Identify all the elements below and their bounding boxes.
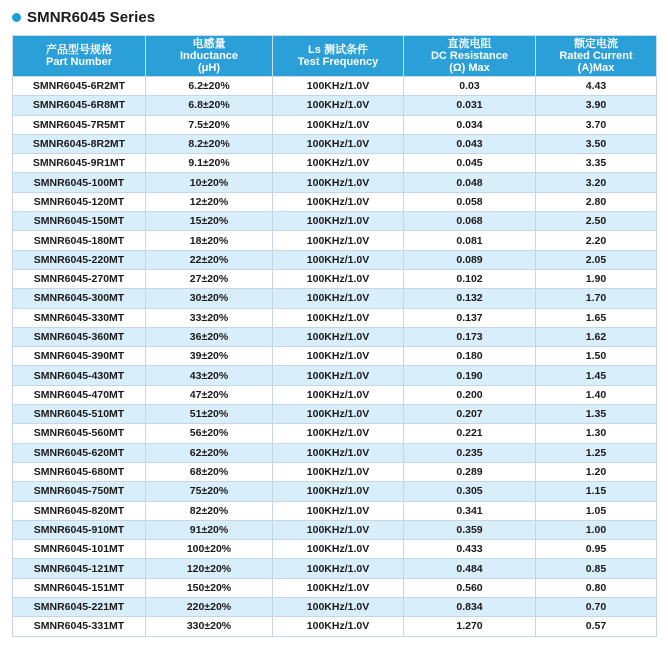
table-row (13, 134, 657, 153)
test-frequency-cell: 100KHz/1.0V (273, 443, 404, 462)
dc-resistance-cell: 0.289 (404, 462, 536, 481)
inductance-cell: 150±20% (146, 578, 273, 597)
inductance-cell: 75±20% (146, 482, 273, 501)
part-number-cell: SMNR6045-151MT (13, 578, 146, 597)
inductance-cell: 6.2±20% (146, 77, 273, 96)
dc-resistance-cell: 0.305 (404, 482, 536, 501)
dc-resistance-cell: 0.132 (404, 289, 536, 308)
header-rated-current-line: (A)Max (577, 62, 615, 74)
rated-current-cell: 0.57 (536, 617, 657, 636)
test-frequency-cell: 100KHz/1.0V (273, 385, 404, 404)
rated-current-cell: 1.05 (536, 501, 657, 520)
rated-current-cell: 4.43 (536, 77, 657, 96)
inductance-cell: 36±20% (146, 327, 273, 346)
inductance-cell: 10±20% (146, 173, 273, 192)
part-number-cell: SMNR6045-6R2MT (13, 77, 146, 96)
dc-resistance-cell: 0.190 (404, 366, 536, 385)
rated-current-cell: 2.20 (536, 231, 657, 250)
part-number-cell: SMNR6045-150MT (13, 212, 146, 231)
test-frequency-cell: 100KHz/1.0V (273, 250, 404, 269)
rated-current-cell: 0.80 (536, 578, 657, 597)
part-number-cell: SMNR6045-560MT (13, 424, 146, 443)
header-inductance-line: 电感量 (192, 38, 226, 50)
inductance-cell: 6.8±20% (146, 96, 273, 115)
inductance-cell: 30±20% (146, 289, 273, 308)
test-frequency-cell: 100KHz/1.0V (273, 173, 404, 192)
dc-resistance-cell: 0.235 (404, 443, 536, 462)
rated-current-cell: 1.30 (536, 424, 657, 443)
spec-table-body (13, 77, 657, 637)
test-frequency-cell: 100KHz/1.0V (273, 501, 404, 520)
test-frequency-cell: 100KHz/1.0V (273, 96, 404, 115)
test-frequency-cell: 100KHz/1.0V (273, 405, 404, 424)
rated-current-cell: 0.70 (536, 598, 657, 617)
inductance-cell: 7.5±20% (146, 115, 273, 134)
inductance-cell: 56±20% (146, 424, 273, 443)
dc-resistance-cell: 0.341 (404, 501, 536, 520)
header-dc-resistance-line: 直流电阻 (447, 38, 492, 50)
header-part-number (13, 36, 146, 77)
part-number-cell: SMNR6045-820MT (13, 501, 146, 520)
rated-current-cell: 1.25 (536, 443, 657, 462)
dc-resistance-cell: 0.180 (404, 347, 536, 366)
table-row (13, 192, 657, 211)
header-rated-current (536, 36, 657, 77)
part-number-cell: SMNR6045-620MT (13, 443, 146, 462)
header-dc-resistance-line: DC Resistance (430, 50, 509, 62)
part-number-cell: SMNR6045-6R8MT (13, 96, 146, 115)
test-frequency-cell: 100KHz/1.0V (273, 269, 404, 288)
rated-current-cell: 3.70 (536, 115, 657, 134)
inductance-cell: 62±20% (146, 443, 273, 462)
table-row (13, 617, 657, 636)
rated-current-cell: 1.90 (536, 269, 657, 288)
inductance-cell: 120±20% (146, 559, 273, 578)
table-row (13, 289, 657, 308)
rated-current-cell: 1.65 (536, 308, 657, 327)
part-number-cell: SMNR6045-510MT (13, 405, 146, 424)
dc-resistance-cell: 0.207 (404, 405, 536, 424)
test-frequency-cell: 100KHz/1.0V (273, 347, 404, 366)
dc-resistance-cell: 0.048 (404, 173, 536, 192)
test-frequency-cell: 100KHz/1.0V (273, 617, 404, 636)
inductance-cell: 39±20% (146, 347, 273, 366)
header-inductance (146, 36, 273, 77)
inductance-cell: 12±20% (146, 192, 273, 211)
table-row (13, 269, 657, 288)
dc-resistance-cell: 0.034 (404, 115, 536, 134)
header-dc-resistance-line: (Ω) Max (449, 62, 490, 74)
inductance-cell: 27±20% (146, 269, 273, 288)
dc-resistance-cell: 0.043 (404, 134, 536, 153)
spec-table (12, 35, 657, 637)
table-row (13, 327, 657, 346)
dc-resistance-cell: 0.221 (404, 424, 536, 443)
part-number-cell: SMNR6045-120MT (13, 192, 146, 211)
part-number-cell: SMNR6045-430MT (13, 366, 146, 385)
inductance-cell: 47±20% (146, 385, 273, 404)
rated-current-cell: 1.62 (536, 327, 657, 346)
test-frequency-cell: 100KHz/1.0V (273, 327, 404, 346)
rated-current-cell: 1.35 (536, 405, 657, 424)
rated-current-cell: 0.95 (536, 540, 657, 559)
table-row (13, 462, 657, 481)
table-row (13, 96, 657, 115)
test-frequency-cell: 100KHz/1.0V (273, 462, 404, 481)
dc-resistance-cell: 0.089 (404, 250, 536, 269)
bullet-icon (12, 13, 21, 22)
dc-resistance-cell: 1.270 (404, 617, 536, 636)
table-row (13, 347, 657, 366)
part-number-cell: SMNR6045-180MT (13, 231, 146, 250)
inductance-cell: 33±20% (146, 308, 273, 327)
part-number-cell: SMNR6045-390MT (13, 347, 146, 366)
inductance-cell: 220±20% (146, 598, 273, 617)
test-frequency-cell: 100KHz/1.0V (273, 134, 404, 153)
inductance-cell: 15±20% (146, 212, 273, 231)
test-frequency-cell: 100KHz/1.0V (273, 154, 404, 173)
inductance-cell: 9.1±20% (146, 154, 273, 173)
table-row (13, 308, 657, 327)
test-frequency-cell: 100KHz/1.0V (273, 520, 404, 539)
table-row (13, 250, 657, 269)
header-part-number-line: Part Number (45, 56, 113, 68)
dc-resistance-cell: 0.200 (404, 385, 536, 404)
table-row (13, 520, 657, 539)
table-row (13, 385, 657, 404)
header-inductance-line: Inductance (179, 50, 239, 62)
inductance-cell: 68±20% (146, 462, 273, 481)
part-number-cell: SMNR6045-221MT (13, 598, 146, 617)
part-number-cell: SMNR6045-8R2MT (13, 134, 146, 153)
rated-current-cell: 3.35 (536, 154, 657, 173)
test-frequency-cell: 100KHz/1.0V (273, 308, 404, 327)
table-row (13, 366, 657, 385)
table-row (13, 482, 657, 501)
dc-resistance-cell: 0.081 (404, 231, 536, 250)
inductance-cell: 22±20% (146, 250, 273, 269)
part-number-cell: SMNR6045-750MT (13, 482, 146, 501)
test-frequency-cell: 100KHz/1.0V (273, 598, 404, 617)
part-number-cell: SMNR6045-100MT (13, 173, 146, 192)
header-test-frequency-line: Test Frequency (297, 56, 379, 68)
dc-resistance-cell: 0.173 (404, 327, 536, 346)
header-test-frequency (273, 36, 404, 77)
table-row (13, 578, 657, 597)
inductance-cell: 43±20% (146, 366, 273, 385)
inductance-cell: 18±20% (146, 231, 273, 250)
inductance-cell: 330±20% (146, 617, 273, 636)
dc-resistance-cell: 0.484 (404, 559, 536, 578)
dc-resistance-cell: 0.058 (404, 192, 536, 211)
part-number-cell: SMNR6045-9R1MT (13, 154, 146, 173)
table-row (13, 598, 657, 617)
table-row (13, 231, 657, 250)
test-frequency-cell: 100KHz/1.0V (273, 366, 404, 385)
rated-current-cell: 3.20 (536, 173, 657, 192)
header-test-frequency-line: Ls 测试条件 (308, 44, 368, 56)
table-row (13, 154, 657, 173)
table-row (13, 424, 657, 443)
header-dc-resistance (404, 36, 536, 77)
inductance-cell: 8.2±20% (146, 134, 273, 153)
inductance-cell: 91±20% (146, 520, 273, 539)
rated-current-cell: 1.45 (536, 366, 657, 385)
header-rated-current-line: 额定电流 (574, 38, 618, 50)
inductance-cell: 100±20% (146, 540, 273, 559)
rated-current-cell: 0.85 (536, 559, 657, 578)
part-number-cell: SMNR6045-300MT (13, 289, 146, 308)
header-part-number-line: 产品型号规格 (46, 44, 112, 56)
inductance-cell: 82±20% (146, 501, 273, 520)
part-number-cell: SMNR6045-331MT (13, 617, 146, 636)
part-number-cell: SMNR6045-121MT (13, 559, 146, 578)
rated-current-cell: 3.90 (536, 96, 657, 115)
rated-current-cell: 1.00 (536, 520, 657, 539)
table-row (13, 443, 657, 462)
rated-current-cell: 1.70 (536, 289, 657, 308)
rated-current-cell: 1.20 (536, 462, 657, 481)
part-number-cell: SMNR6045-101MT (13, 540, 146, 559)
dc-resistance-cell: 0.834 (404, 598, 536, 617)
test-frequency-cell: 100KHz/1.0V (273, 289, 404, 308)
test-frequency-cell: 100KHz/1.0V (273, 231, 404, 250)
part-number-cell: SMNR6045-360MT (13, 327, 146, 346)
dc-resistance-cell: 0.045 (404, 154, 536, 173)
test-frequency-cell: 100KHz/1.0V (273, 212, 404, 231)
test-frequency-cell: 100KHz/1.0V (273, 424, 404, 443)
test-frequency-cell: 100KHz/1.0V (273, 77, 404, 96)
table-row (13, 115, 657, 134)
table-row (13, 212, 657, 231)
test-frequency-cell: 100KHz/1.0V (273, 192, 404, 211)
rated-current-cell: 3.50 (536, 134, 657, 153)
dc-resistance-cell: 0.031 (404, 96, 536, 115)
part-number-cell: SMNR6045-330MT (13, 308, 146, 327)
inductance-cell: 51±20% (146, 405, 273, 424)
series-title-row (12, 7, 155, 27)
test-frequency-cell: 100KHz/1.0V (273, 115, 404, 134)
table-row (13, 77, 657, 96)
dc-resistance-cell: 0.359 (404, 520, 536, 539)
test-frequency-cell: 100KHz/1.0V (273, 540, 404, 559)
part-number-cell: SMNR6045-470MT (13, 385, 146, 404)
table-row (13, 173, 657, 192)
part-number-cell: SMNR6045-680MT (13, 462, 146, 481)
dc-resistance-cell: 0.137 (404, 308, 536, 327)
dc-resistance-cell: 0.560 (404, 578, 536, 597)
rated-current-cell: 1.40 (536, 385, 657, 404)
dc-resistance-cell: 0.068 (404, 212, 536, 231)
rated-current-cell: 1.50 (536, 347, 657, 366)
header-inductance-line: (μH) (198, 62, 220, 74)
part-number-cell: SMNR6045-7R5MT (13, 115, 146, 134)
table-row (13, 540, 657, 559)
table-row (13, 405, 657, 424)
part-number-cell: SMNR6045-220MT (13, 250, 146, 269)
dc-resistance-cell: 0.102 (404, 269, 536, 288)
test-frequency-cell: 100KHz/1.0V (273, 559, 404, 578)
part-number-cell: SMNR6045-910MT (13, 520, 146, 539)
rated-current-cell: 2.80 (536, 192, 657, 211)
dc-resistance-cell: 0.03 (404, 77, 536, 96)
rated-current-cell: 2.05 (536, 250, 657, 269)
spec-table-header (13, 36, 657, 77)
table-row (13, 559, 657, 578)
series-title: SMNR6045 Series (27, 8, 156, 26)
rated-current-cell: 2.50 (536, 212, 657, 231)
test-frequency-cell: 100KHz/1.0V (273, 482, 404, 501)
dc-resistance-cell: 0.433 (404, 540, 536, 559)
header-rated-current-line: Rated Current (559, 50, 633, 62)
header-row (13, 36, 657, 77)
test-frequency-cell: 100KHz/1.0V (273, 578, 404, 597)
rated-current-cell: 1.15 (536, 482, 657, 501)
table-row (13, 501, 657, 520)
part-number-cell: SMNR6045-270MT (13, 269, 146, 288)
